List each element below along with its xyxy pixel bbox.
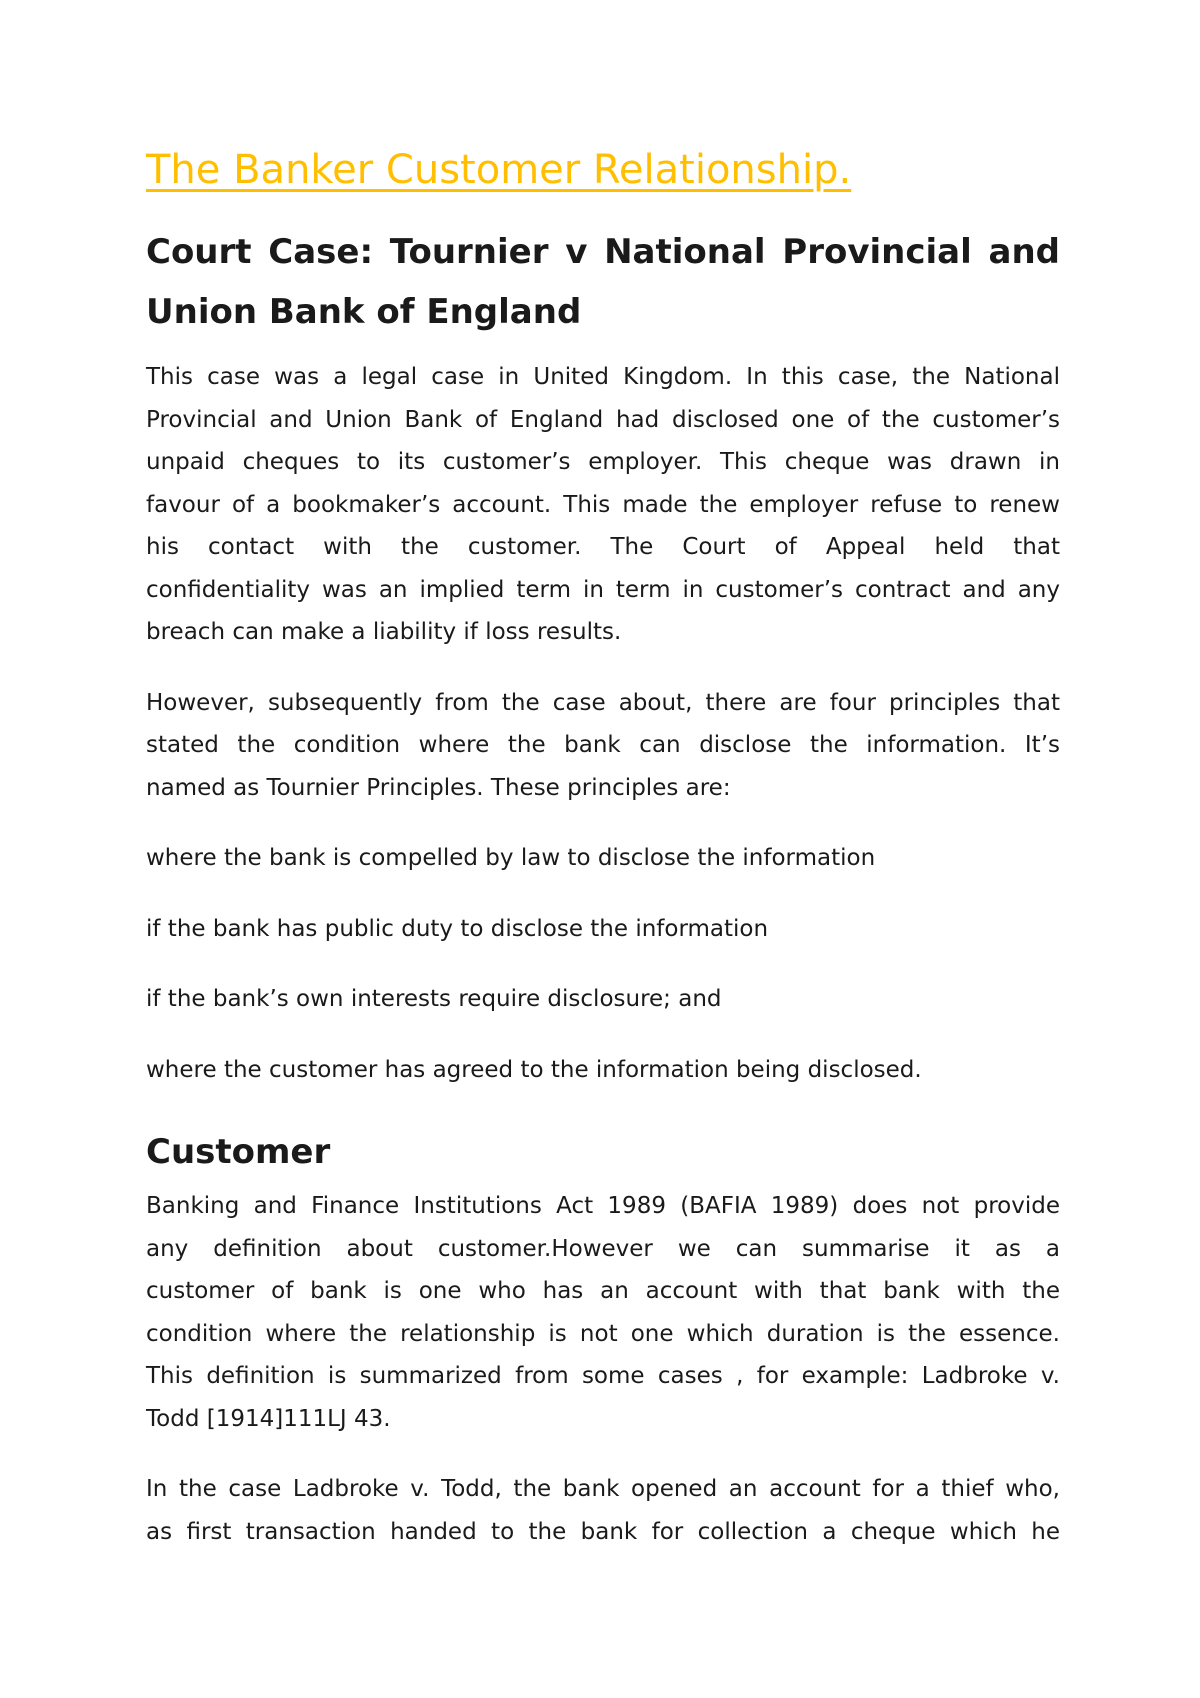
paragraph-line: any definition about customer.However we can summarise it as a — [146, 1235, 1060, 1262]
court-case-heading-line: Union Bank of England — [146, 292, 582, 332]
paragraph-line: Todd [1914]111LJ 43. — [146, 1405, 391, 1432]
paragraph-line: named as Tournier Principles. These principles are: — [146, 774, 731, 801]
paragraph-line: unpaid cheques to its customer’s employer. This cheque was drawn in — [146, 449, 1060, 475]
paragraph-line: confidentiality was an implied term in term in customer’s contract and any — [146, 576, 1060, 603]
case-paragraph — [146, 356, 1060, 654]
paragraph-line: condition where the relationship is not one which duration is the essence. — [146, 1320, 1060, 1347]
court-case-heading — [146, 222, 1060, 342]
customer-heading: Customer — [146, 1132, 331, 1172]
paragraph-line: In the case Ladbroke v. Todd, the bank opened an account for a thief who, — [146, 1476, 1060, 1502]
paragraph-line: Banking and Finance Institutions Act 1989 (BAFIA 1989) does not provide — [146, 1193, 1060, 1219]
paragraph-line: This definition is summarized from some cases , for example: Ladbroke v. — [146, 1363, 1060, 1389]
document-title: The Banker Customer Relationship. — [146, 147, 852, 193]
court-case-heading-line: Court Case: Tournier v National Provincial and — [146, 232, 1060, 272]
paragraph-line: This case was a legal case in United Kingdom. In this case, the National — [146, 364, 1060, 390]
paragraph-line: However, subsequently from the case about, there are four principles that — [146, 689, 1060, 716]
paragraph-line: favour of a bookmaker’s account. This made the employer refuse to renew — [146, 491, 1060, 518]
document-body — [146, 140, 1060, 1581]
paragraph-line: his contact with the customer. The Court of Appeal held that — [146, 534, 1060, 560]
principle-item: if the bank’s own interests require disclosure; and — [146, 986, 722, 1012]
principle-item: if the bank has public duty to disclose the information — [146, 915, 769, 942]
customer-paragraph — [146, 1185, 1060, 1440]
paragraph-line: breach can make a liability if loss results. — [146, 619, 622, 645]
paragraph-line: as first transaction handed to the bank for collection a cheque which he — [146, 1518, 1060, 1545]
principle-item: where the bank is compelled by law to disclose the information — [146, 845, 876, 871]
principle-item: where the customer has agreed to the information being disclosed. — [146, 1056, 922, 1083]
ladbroke-paragraph — [146, 1468, 1060, 1553]
principles-intro-paragraph — [146, 682, 1060, 810]
paragraph-line: Provincial and Union Bank of England had disclosed one of the customer’s — [146, 406, 1060, 433]
paragraph-line: customer of bank is one who has an account with that bank with the — [146, 1278, 1060, 1304]
paragraph-line: stated the condition where the bank can disclose the information. It’s — [146, 732, 1060, 758]
